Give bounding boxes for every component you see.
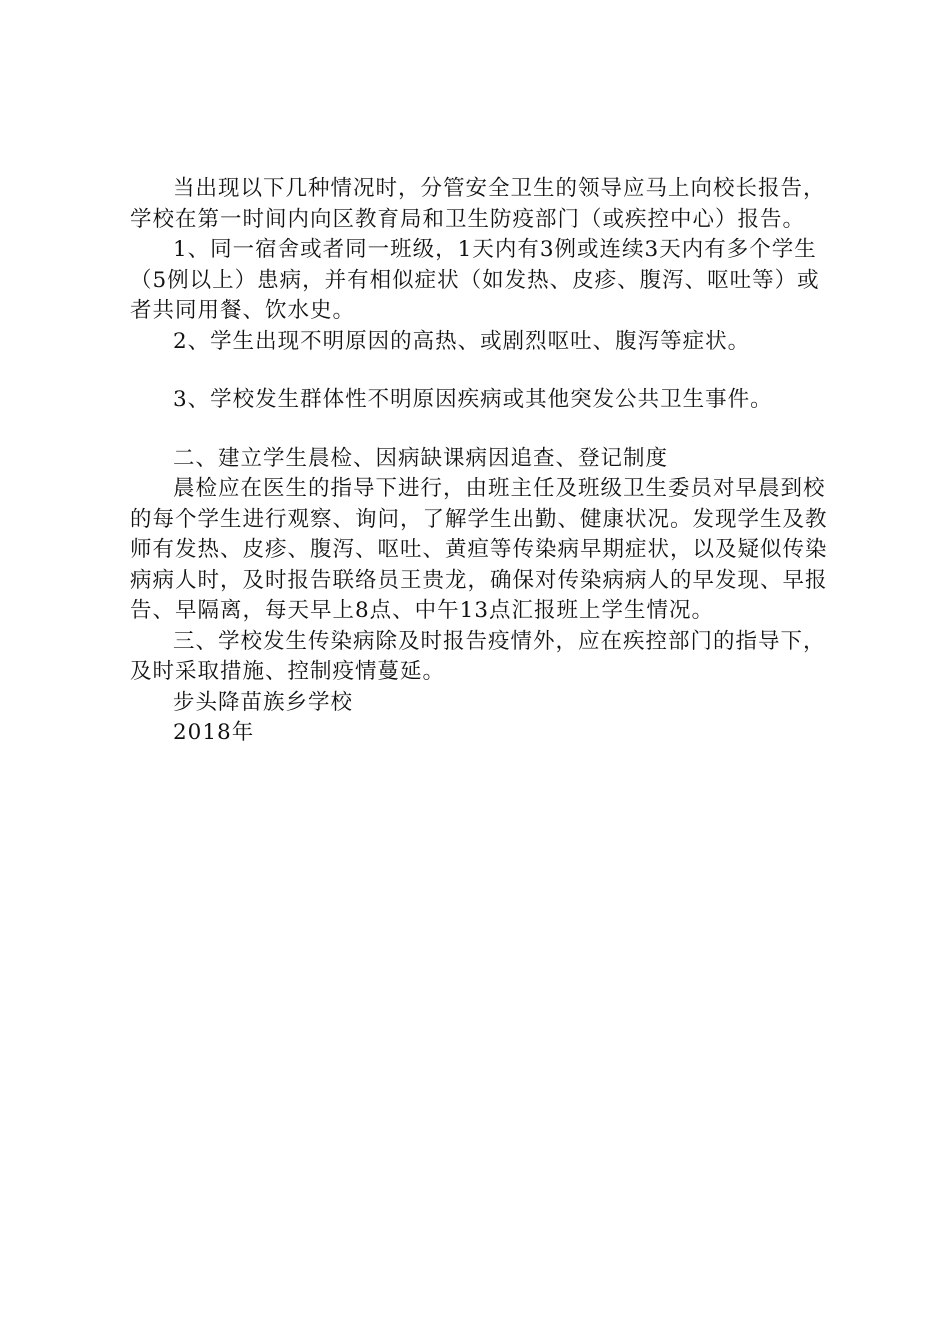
- section-2-body: 晨检应在医生的指导下进行，由班主任及班级卫生委员对早晨到校的每个学生进行观察、询问，了解学生出勤、健康状况。发现学生及教师有发热、皮疹、腹泻、呕吐、黄疸等传染病早期症状，以及疑似传染病病人时，及时报告联络员王贵龙，确保对传染病病人的早发现、早报告、早隔离，每天早上8点、中午13点汇报班上学生情况。: [130, 476, 828, 623]
- date-line: 2018年: [173, 720, 255, 745]
- section-3-paragraph: 三、学校发生传染病除及时报告疫情外，应在疾控部门的指导下，及时采取措施、控制疫情蔓延。: [130, 628, 826, 684]
- item-1-paragraph: 1、同一宿舍或者同一班级，1天内有3例或连续3天内有多个学生（5例以上）患病，并有相似症状（如发热、皮疹、腹泻、呕吐等）或者共同用餐、饮水史。: [130, 237, 820, 323]
- spacer: [130, 416, 840, 444]
- section-2-title: 二、建立学生晨检、因病缺课病因追查、登记制度: [173, 445, 669, 471]
- item-2-paragraph: 2、学生出现不明原因的高热、或剧烈呕吐、腹泻等症状。: [173, 328, 751, 354]
- spacer: [130, 357, 840, 385]
- signature-line: 步头降苗族乡学校: [173, 689, 354, 715]
- document-body: [130, 174, 840, 749]
- item-3-paragraph: 3、学校发生群体性不明原因疾病或其他突发公共卫生事件。: [173, 387, 773, 412]
- intro-paragraph: 当出现以下几种情况时，分管安全卫生的领导应马上向校长报告，学校在第一时间内向区教育局和卫生防疫部门（或疾控中心）报告。: [130, 176, 826, 232]
